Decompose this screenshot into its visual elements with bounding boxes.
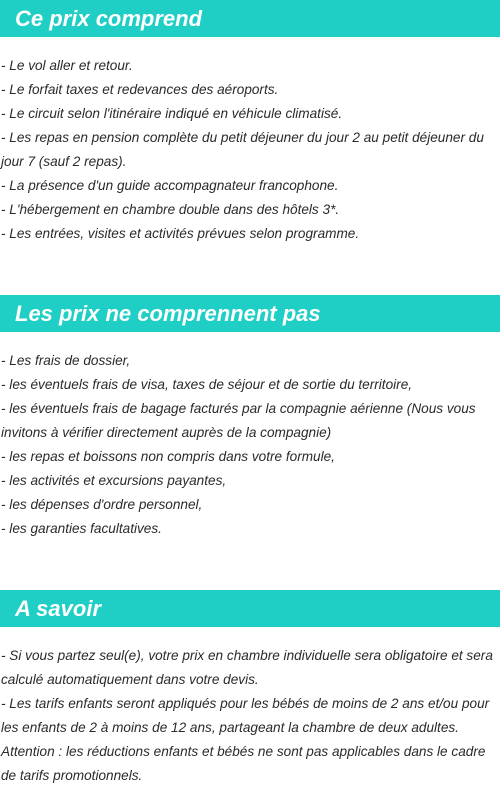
list-item: - les repas et boissons non compris dans votre formule, [1, 449, 335, 464]
list-item: - les dépenses d'ordre personnel, [1, 497, 203, 512]
list-item: - Les repas en pension complète du petit déjeuner du jour 2 au petit déjeuner du jour 7 (sauf 2 repas). [1, 130, 484, 169]
section-good-to-know [0, 590, 500, 788]
list-item: - Les tarifs enfants seront appliqués pour les bébés de moins de 2 ans et/ou pour les enfants de 2 à moins de 12 ans, partageant la chambre de deux adultes. [1, 696, 490, 735]
list-item: - Le forfait taxes et redevances des aéroports. [1, 82, 279, 97]
list-item: - Les frais de dossier, [1, 353, 131, 368]
section-body [0, 54, 500, 246]
section-price-includes [0, 0, 500, 246]
list-item: - La présence d'un guide accompagnateur francophone. [1, 178, 339, 193]
list-item: - Si vous partez seul(e), votre prix en chambre individuelle sera obligatoire et sera calculé automatiquement dans votre devis. [1, 648, 493, 687]
section-body [0, 349, 500, 541]
section-title: A savoir [0, 590, 500, 627]
section-title: Ce prix comprend [0, 0, 500, 37]
list-item: - Le vol aller et retour. [1, 58, 133, 73]
list-item: - les éventuels frais de visa, taxes de séjour et de sortie du territoire, [1, 377, 413, 392]
section-price-excludes [0, 295, 500, 541]
list-item: - les activités et excursions payantes, [1, 473, 227, 488]
section-body [0, 644, 500, 788]
list-item: - L'hébergement en chambre double dans des hôtels 3*. [1, 202, 340, 217]
list-item: - les garanties facultatives. [1, 521, 162, 536]
section-title: Les prix ne comprennent pas [0, 295, 500, 332]
list-item: - Les entrées, visites et activités prévues selon programme. [1, 226, 360, 241]
list-item: - Le circuit selon l'itinéraire indiqué en véhicule climatisé. [1, 106, 343, 121]
list-item: - les éventuels frais de bagage facturés par la compagnie aérienne (Nous vous invitons à vérifier directement auprès de la compagnie) [1, 401, 476, 440]
list-item: Attention : les réductions enfants et bébés ne sont pas applicables dans le cadre de tarifs promotionnels. [1, 744, 486, 783]
